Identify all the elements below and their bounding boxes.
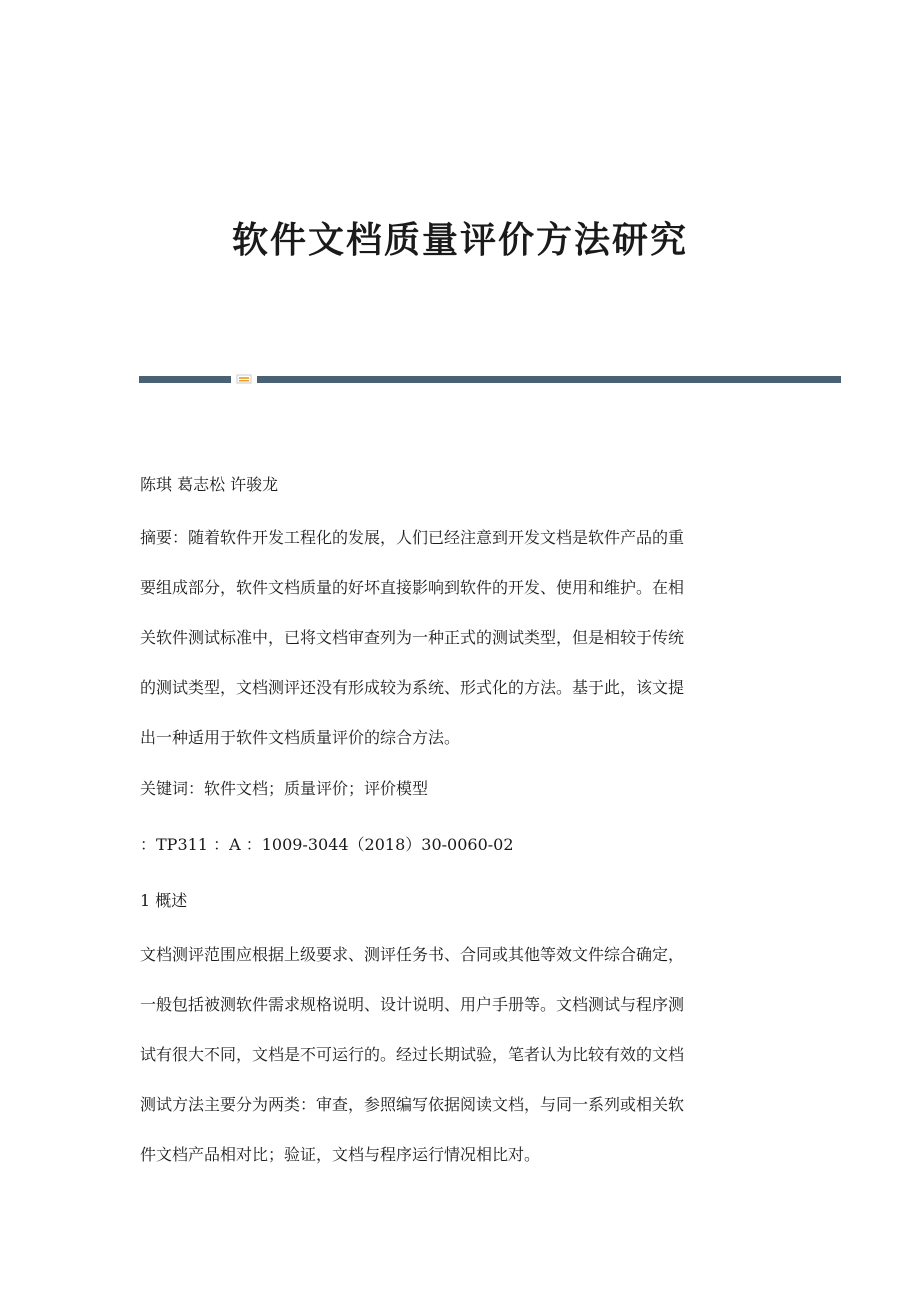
abstract-line: 关软件测试标准中，已将文档审查列为一种正式的测试类型，但是相较于传统	[140, 628, 685, 647]
abstract-line: 摘要：随着软件开发工程化的发展，人们已经注意到开发文档是软件产品的重	[140, 528, 685, 547]
section-line: 测试方法主要分为两类：审查，参照编写依据阅读文档，与同一系列或相关软	[140, 1095, 685, 1114]
section-heading: 1 概述	[140, 891, 188, 910]
divider-bar-right	[257, 376, 841, 383]
abstract	[140, 513, 780, 763]
section-line: 文档测评范围应根据上级要求、测评任务书、合同或其他等效文件综合确定，	[140, 945, 685, 964]
section-line: 试有很大不同，文档是不可运行的。经过长期试验，笔者认为比较有效的文档	[140, 1045, 685, 1064]
authors: 陈琪 葛志松 许骏龙	[140, 475, 279, 494]
section-line: 一般包括被测软件需求规格说明、设计说明、用户手册等。文档测试与程序测	[140, 995, 685, 1014]
page-title: 软件文档质量评价方法研究	[231, 219, 688, 261]
abstract-line: 出一种适用于软件文档质量评价的综合方法。	[140, 728, 461, 747]
section-line: 件文档产品相对比；验证，文档与程序运行情况相比对。	[140, 1145, 541, 1164]
classification-codes: ：TP311 ：A ：1009-3044（2018）30-0060-02	[140, 835, 514, 854]
divider-bar-left	[139, 376, 231, 383]
keywords: 关键词：软件文档；质量评价；评价模型	[140, 779, 429, 798]
abstract-line: 要组成部分，软件文档质量的好坏直接影响到软件的开发、使用和维护。在相	[140, 578, 685, 597]
title-divider	[139, 373, 841, 385]
abstract-line: 的测试类型，文档测评还没有形成较为系统、形式化的方法。基于此，该文提	[140, 678, 685, 697]
section-body	[140, 930, 780, 1180]
pencil-icon	[236, 373, 252, 385]
